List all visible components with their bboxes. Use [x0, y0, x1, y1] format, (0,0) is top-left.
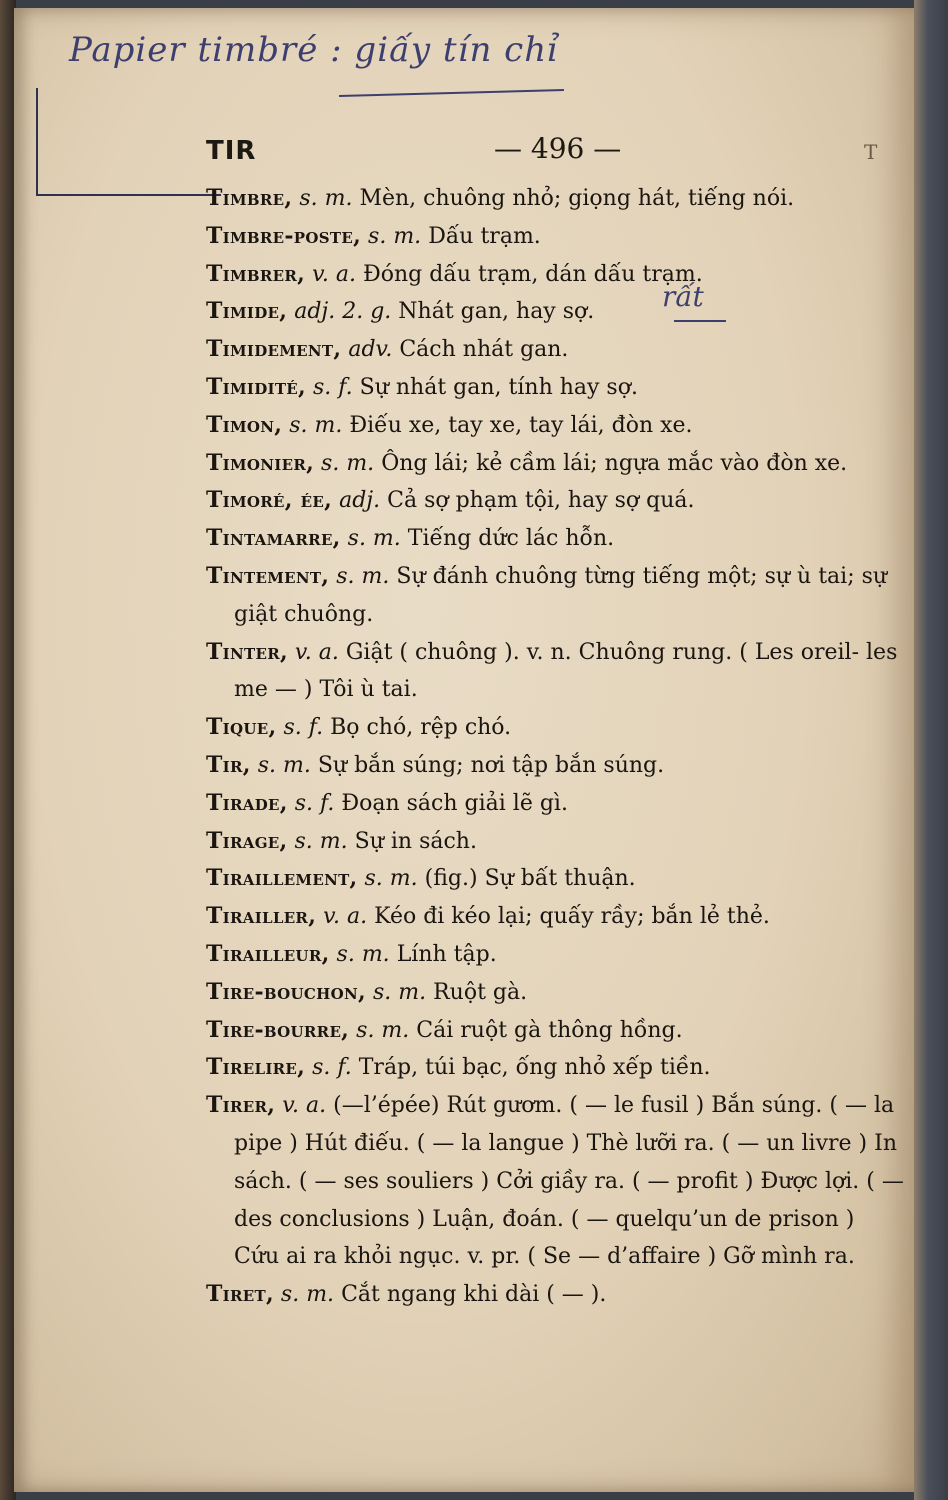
entry-definition: Sự đánh chuông từng tiếng một; sự ù tai; sự giật chuông. [234, 563, 888, 627]
entry-definition: Sự in sách. [354, 828, 477, 854]
entry-grammar: s. m. [289, 412, 343, 438]
entry-headword: Tirelire, [206, 1054, 306, 1081]
handwritten-underline [339, 89, 564, 97]
dictionary-entry [206, 785, 906, 823]
entry-headword: Tiraillement, [206, 865, 358, 892]
handwritten-pointer-line [36, 194, 221, 196]
entry-definition: Ruột gà. [433, 979, 528, 1005]
entry-headword: Timonier, [206, 449, 315, 476]
entry-headword: Tire-bouchon, [206, 978, 366, 1005]
entry-headword: Timbre-poste, [206, 222, 362, 249]
entry-headword: Tintamarre, [206, 525, 341, 552]
entry-grammar: s. m. [299, 186, 353, 211]
dictionary-entries [206, 180, 906, 1314]
section-header: TIR [206, 136, 257, 166]
entry-headword: Tir, [206, 751, 251, 778]
entry-grammar: s. f. [283, 715, 324, 741]
entry-grammar: adj. 2. g. [294, 299, 392, 325]
dictionary-entry [206, 823, 906, 861]
entry-headword: Tirade, [206, 789, 288, 816]
entry-definition: Tráp, túi bạc, ống nhỏ xếp tiền. [358, 1055, 711, 1081]
entry-headword: Tirailler, [206, 903, 317, 930]
dictionary-entry [206, 369, 906, 407]
dictionary-entry [206, 445, 906, 483]
entry-definition: (—l’épée) Rút gươm. ( — le fusil ) Bắn súng. ( — la pipe ) Hút điếu. ( — la langue ) Thè lưỡi ra. ( — un livre ) In sách. ( — ses souliers ) Cởi giầy ra. ( — profit ) Được lợi. ( — des conclusions ) Luận, đoán. ( — quelqu’un de prison ) Cứu ai ra khỏi ngục. v. pr. ( Se — d’affaire ) Gỡ mình ra. [234, 1093, 904, 1270]
dictionary-entry [206, 898, 906, 936]
entry-grammar: s. m. [336, 941, 390, 967]
entry-definition: Giật ( chuông ). v. n. Chuông rung. ( Les oreil- les me — ) Tôi ù tai. [234, 639, 898, 703]
entry-headword: Tinter, [206, 638, 288, 665]
dictionary-entry [206, 709, 906, 747]
handwritten-bracket-line [36, 88, 38, 196]
dictionary-entry [206, 974, 906, 1012]
bleed-through-mark: T [864, 140, 878, 164]
entry-headword: Tique, [206, 714, 277, 741]
dictionary-entry [206, 558, 906, 634]
dictionary-entry [206, 747, 906, 785]
entry-grammar: adj. [339, 488, 381, 514]
entry-grammar: s. m. [372, 979, 427, 1005]
entry-headword: Timidité, [206, 373, 306, 400]
entry-grammar: s. m. [294, 828, 348, 854]
entry-headword: Tintement, [206, 562, 330, 589]
entry-definition: Cả sợ phạm tội, hay sợ quá. [387, 488, 695, 514]
dictionary-page [14, 8, 914, 1492]
entry-grammar: s. m. [356, 1017, 410, 1043]
dictionary-entry [206, 293, 906, 331]
dictionary-entry [206, 1276, 906, 1314]
dictionary-entry [206, 1012, 906, 1050]
margin-note: rất [662, 280, 704, 313]
dictionary-entry [206, 331, 906, 369]
entry-definition: Dấu trạm. [428, 223, 541, 249]
dictionary-entry [206, 634, 906, 710]
dictionary-entry [206, 1049, 906, 1087]
entry-definition: Kéo đi kéo lại; quấy rầy; bắn lẻ thẻ. [374, 904, 770, 930]
entry-headword: Timoré, ée, [206, 487, 333, 514]
dictionary-entry [206, 407, 906, 445]
dictionary-entry [206, 218, 906, 256]
dictionary-entry [206, 936, 906, 974]
entry-definition: Sự bắn súng; nơi tập bắn súng. [317, 752, 665, 778]
entry-definition: Lính tập. [396, 941, 497, 967]
entry-definition: Ông lái; kẻ cầm lái; ngựa mắc vào đòn xe. [381, 450, 848, 476]
entry-grammar: s. f. [313, 374, 353, 400]
entry-grammar: s. m. [364, 866, 418, 892]
entry-grammar: v. a. [312, 261, 357, 287]
entry-grammar: s. f. [294, 790, 335, 816]
entry-grammar: v. a. [282, 1093, 327, 1119]
entry-headword: Tiret, [206, 1281, 274, 1308]
entry-grammar: v. a. [294, 639, 339, 665]
dictionary-entry [206, 1087, 906, 1276]
entry-grammar: s. m. [336, 563, 390, 589]
dictionary-entry [206, 482, 906, 520]
dictionary-entry [206, 256, 906, 294]
entry-definition: Đoạn sách giải lẽ gì. [341, 790, 568, 816]
entry-grammar: s. f. [312, 1055, 352, 1081]
entry-definition: Cái ruột gà thông hồng. [416, 1017, 683, 1043]
entry-definition: Mèn, chuông nhỏ; giọng hát, tiếng nói. [359, 186, 795, 211]
entry-grammar: s. m. [321, 450, 375, 476]
page-number: — 496 — [494, 132, 622, 165]
entry-headword: Timbrer, [206, 260, 306, 287]
entry-definition: Điếu xe, tay xe, tay lái, đòn xe. [349, 412, 693, 438]
entry-definition: Cắt ngang khi dài ( — ). [341, 1282, 607, 1308]
entry-headword: Timidement, [206, 336, 342, 363]
handwritten-note: Papier timbré : giấy tín chỉ [69, 30, 559, 70]
entry-grammar: s. m. [257, 752, 311, 778]
entry-headword: Tirer, [206, 1092, 276, 1119]
entry-headword: Tirailleur, [206, 940, 330, 967]
entry-headword: Tire-bourre, [206, 1016, 350, 1043]
entry-definition: Tiếng dức lác hỗn. [407, 526, 615, 552]
entry-definition: Bọ chó, rệp chó. [330, 715, 512, 741]
entry-definition: Sự nhát gan, tính hay sợ. [359, 374, 638, 400]
page-edge [914, 0, 948, 1500]
dictionary-entry [206, 180, 906, 218]
entry-headword: Tirage, [206, 827, 288, 854]
entry-grammar: s. m. [368, 223, 422, 249]
dictionary-entry [206, 520, 906, 558]
entry-grammar: adv. [348, 337, 393, 363]
entry-grammar: s. m. [347, 526, 401, 552]
entry-definition: Cách nhát gan. [399, 337, 569, 363]
entry-definition: Nhát gan, hay sợ. [398, 299, 595, 325]
entry-headword: Timbre, [206, 185, 293, 211]
dictionary-entry [206, 860, 906, 898]
entry-definition: Đóng dấu trạm, dán dấu trạm. [363, 261, 703, 287]
entry-headword: Timide, [206, 298, 288, 325]
entry-headword: Timon, [206, 411, 283, 438]
entry-definition: (fig.) Sự bất thuận. [424, 866, 636, 892]
entry-grammar: v. a. [323, 904, 368, 930]
entry-grammar: s. m. [280, 1282, 335, 1308]
